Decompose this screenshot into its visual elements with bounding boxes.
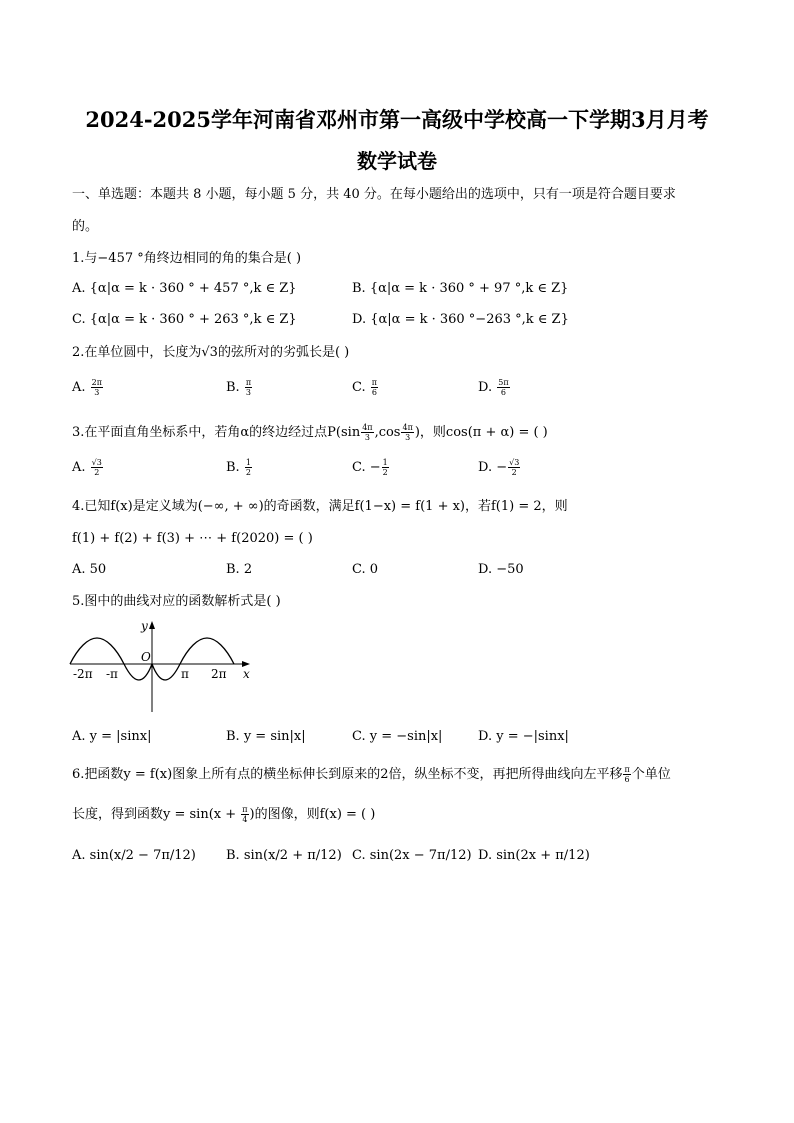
q3-stem-mid: ,cos	[374, 425, 401, 440]
numerator: 2π	[91, 378, 103, 387]
q4-option-c: C. 0	[352, 562, 379, 577]
q2-option-d	[478, 378, 511, 397]
option-label: C.	[352, 380, 366, 395]
fraction	[497, 378, 509, 397]
q6-stem-line2	[72, 805, 375, 824]
fraction	[245, 378, 252, 397]
q4-option-b: B. 2	[226, 562, 253, 577]
section-instructions: 一、单选题：本题共 8 小题，每小题 5 分，共 40 分。在每小题给出的选项中，只有一项是符合题目要求	[72, 187, 676, 202]
q5-function-graph	[68, 616, 258, 716]
denominator: 2	[94, 468, 100, 477]
fraction	[245, 458, 252, 477]
option-label: A.	[72, 380, 86, 395]
q3-stem	[72, 423, 548, 442]
q6-stem-pre: 6.把函数y = f(x)图象上所有点的横坐标伸长到原来的2倍，纵坐标不变，再把所得曲线向左平移	[72, 767, 623, 782]
q2-option-b	[226, 378, 253, 397]
fraction	[371, 378, 378, 397]
tick-label: π	[181, 667, 189, 681]
denominator: 3	[94, 388, 100, 397]
numerator: √3	[509, 458, 520, 467]
denominator: 3	[405, 433, 411, 442]
option-label: C. −	[352, 460, 381, 475]
tick-label: -2π	[73, 667, 93, 681]
denominator: 2	[382, 468, 388, 477]
numerator: 4π	[362, 423, 373, 432]
tick-label: -π	[106, 667, 118, 681]
q2-option-c	[352, 378, 379, 397]
q6-stem2-post: )的图像，则f(x) = ( )	[249, 807, 376, 822]
fraction	[91, 458, 103, 477]
fraction	[382, 458, 389, 477]
q2-option-a	[72, 378, 104, 397]
option-label: B.	[226, 380, 240, 395]
q6-stem-post: 个单位	[631, 767, 671, 782]
q1-option-c: C. {α|α = k · 360 ° + 263 °,k ∈ Z}	[72, 312, 297, 327]
q5-option-d: D. y = −|sinx|	[478, 729, 569, 744]
fraction	[91, 378, 103, 397]
q3-option-c	[352, 458, 390, 477]
q5-option-a: A. y = |sinx|	[72, 729, 152, 744]
x-axis-label: x	[243, 667, 250, 681]
numerator: 4π	[402, 423, 413, 432]
q3-option-a	[72, 458, 104, 477]
q5-option-c: C. y = −sin|x|	[352, 729, 443, 744]
origin-label: O	[141, 650, 151, 664]
q4-stem-line2: f(1) + f(2) + f(3) + ⋯ + f(2020) = ( )	[72, 531, 313, 546]
fraction	[401, 423, 413, 442]
q1-option-b: B. {α|α = k · 360 ° + 97 °,k ∈ Z}	[352, 281, 569, 296]
q3-stem-post: )，则cos(π + α) = ( )	[414, 425, 548, 440]
fraction	[241, 805, 248, 824]
option-label: B.	[226, 460, 240, 475]
numerator: π	[624, 765, 630, 774]
fraction	[508, 458, 520, 477]
denominator: 4	[242, 815, 248, 824]
q6-option-d: D. sin(2x + π/12)	[478, 848, 590, 863]
q6-option-c: C. sin(2x − 7π/12)	[352, 848, 472, 863]
option-label: D.	[478, 380, 493, 395]
numerator: 1	[245, 458, 251, 467]
numerator: 1	[382, 458, 388, 467]
denominator: 6	[371, 388, 377, 397]
section-instructions-cont: 的。	[72, 219, 99, 234]
q6-stem2-pre: 长度，得到函数y = sin(x +	[72, 807, 241, 822]
q4-stem-line1: 4.已知f(x)是定义域为(−∞, + ∞)的奇函数，满足f(1−x) = f(1 + x)，若f(1) = 2，则	[72, 499, 568, 514]
numerator: π	[245, 378, 252, 387]
fraction	[623, 765, 630, 784]
q3-stem-pre: 3.在平面直角坐标系中，若角α的终边经过点P(sin	[72, 425, 361, 440]
q1-option-d: D. {α|α = k · 360 °−263 °,k ∈ Z}	[352, 312, 569, 327]
q4-option-a: A. 50	[72, 562, 107, 577]
y-axis-label: y	[141, 619, 148, 633]
denominator: 2	[245, 468, 251, 477]
y-axis-arrow	[149, 621, 155, 629]
q1-stem: 1.与−457 °角终边相同的角的集合是( )	[72, 251, 302, 266]
exam-title: 2024-2025学年河南省邓州市第一高级中学校高一下学期3月月考	[85, 107, 709, 132]
denominator: 6	[500, 388, 506, 397]
denominator: 6	[624, 775, 630, 784]
q6-option-b: B. sin(x/2 + π/12)	[226, 848, 342, 863]
denominator: 3	[245, 388, 251, 397]
option-label: A.	[72, 460, 86, 475]
q3-option-b	[226, 458, 253, 477]
numerator: π	[242, 805, 248, 814]
tick-label: 2π	[211, 667, 227, 681]
fraction	[361, 423, 373, 442]
denominator: 3	[364, 433, 370, 442]
denominator: 2	[511, 468, 517, 477]
numerator: π	[371, 378, 378, 387]
exam-subject: 数学试卷	[357, 149, 437, 173]
q4-option-d: D. −50	[478, 562, 524, 577]
option-label: D. −	[478, 460, 508, 475]
numerator: 5π	[498, 378, 509, 387]
q6-option-a: A. sin(x/2 − 7π/12)	[72, 848, 196, 863]
q1-option-a: A. {α|α = k · 360 ° + 457 °,k ∈ Z}	[72, 281, 297, 296]
q3-option-d	[478, 458, 521, 477]
q5-stem: 5.图中的曲线对应的函数解析式是( )	[72, 594, 281, 609]
q5-option-b: B. y = sin|x|	[226, 729, 306, 744]
q6-stem-line1	[72, 765, 671, 784]
numerator: √3	[91, 458, 102, 467]
q2-stem: 2.在单位圆中，长度为√3的弦所对的劣弧长是( )	[72, 345, 350, 360]
